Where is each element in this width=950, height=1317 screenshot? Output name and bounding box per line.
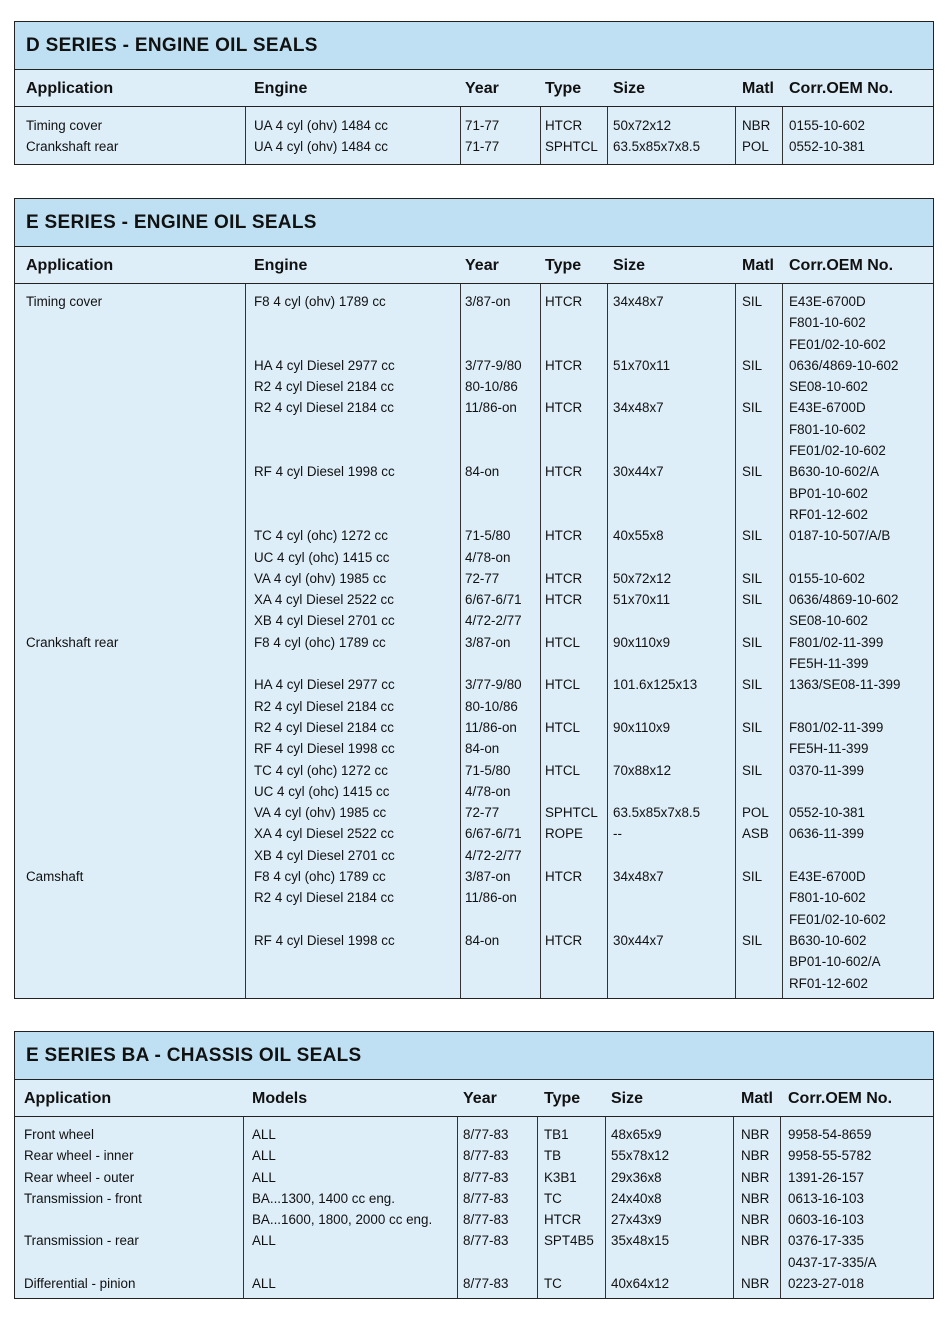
cell-size: 90x110x9 [613,634,671,650]
table-row [15,760,933,781]
cell-year: 4/72-2/77 [465,613,522,629]
cell-year: 3/87-on [465,634,511,650]
cell-year: 8/77-83 [463,1127,509,1142]
cell-year: 4/78-on [465,549,511,565]
cell-matl: SIL [742,869,763,885]
cell-year: 71-77 [465,139,500,155]
cell-engine: HA 4 cyl Diesel 2977 cc [254,677,395,693]
cell-oem: FE01/02-10-602 [789,443,886,459]
cell-engine: UC 4 cyl (ohc) 1415 cc [254,549,390,565]
cell-type: HTCR [545,592,583,608]
cell-type: SPT4B5 [544,1233,594,1249]
table-row [15,312,933,333]
col-size: Size [613,80,646,97]
cell-size: 90x110x9 [613,719,671,735]
table-row [15,823,933,844]
table-row [15,589,933,610]
cell-oem: B630-10-602/A [789,464,880,480]
table-row [15,1230,933,1251]
cell-oem: 0636/4869-10-602 [789,357,899,373]
cell-matl: SIL [742,570,763,586]
cell-year: 8/77-83 [463,1169,509,1185]
cell-engine: XA 4 cyl Diesel 2522 cc [254,826,394,842]
table-row [15,973,933,994]
cell-engine: RF 4 cyl Diesel 1998 cc [254,464,395,480]
table-body [15,1117,933,1298]
cell-oem: E43E-6700D [789,400,866,416]
col-year: Year [463,1090,497,1107]
cell-year: 11/86-on [465,890,517,906]
col-application: Application [24,1090,112,1107]
table-row [15,930,933,951]
table-row [15,115,933,136]
table-row [15,547,933,568]
col-matl: Matl [742,80,774,97]
cell-size: 51x70x11 [613,592,671,608]
cell-engine: BA...1600, 1800, 2000 cc eng. [252,1212,433,1228]
table-row [15,334,933,355]
cell-year: 8/77-83 [463,1233,509,1249]
cell-oem: BP01-10-602/A [789,954,881,970]
cell-year: 4/78-on [465,783,511,799]
cell-engine: VA 4 cyl (ohv) 1985 cc [254,805,387,821]
cell-year: 84-on [465,464,500,480]
cell-oem: E43E-6700D [789,869,866,885]
cell-engine: F8 4 cyl (ohc) 1789 cc [254,634,386,650]
cell-year: 3/87-on [465,294,511,309]
column-header-row [15,247,933,284]
cell-matl: SIL [742,528,763,544]
cell-application: Crankshaft rear [26,139,119,155]
cell-type: K3B1 [544,1169,577,1185]
table-row [15,1209,933,1230]
col-year: Year [465,80,499,97]
cell-matl: SIL [742,294,763,309]
col-type: Type [545,257,582,274]
cell-year: 3/77-9/80 [465,357,522,373]
column-header-row [15,1080,933,1117]
cell-oem: B630-10-602 [789,932,867,948]
table-body [15,107,933,164]
cell-size: 35x48x15 [611,1233,670,1249]
cell-oem: F801-10-602 [789,421,866,437]
cell-year: 3/77-9/80 [465,677,522,693]
cell-oem: 0370-11-399 [789,762,864,778]
cell-application: Transmission - rear [24,1233,139,1249]
table-row [15,504,933,525]
table-row [15,802,933,823]
table-row [15,696,933,717]
cell-year: 8/77-83 [463,1212,509,1228]
section-e-series-ba-chassis [14,1031,934,1299]
cell-type: HTCR [545,528,583,544]
col-application: Application [26,80,114,97]
cell-application: Camshaft [26,869,84,885]
col-size: Size [611,1090,644,1107]
table-row [15,1167,933,1188]
cell-year: 8/77-83 [463,1276,509,1292]
col-year: Year [465,257,499,274]
col-size: Size [613,257,646,274]
cell-oem: 0437-17-335/A [788,1254,877,1270]
cell-oem: 0552-10-381 [789,139,865,155]
cell-type: TC [544,1276,562,1292]
table-row [15,1252,933,1273]
cell-year: 71-77 [465,118,500,133]
cell-year: 11/86-on [465,400,517,416]
table-row [15,568,933,589]
cell-size: 101.6x125x13 [613,677,698,693]
section-d-series-engine [14,21,934,165]
cell-engine: XB 4 cyl Diesel 2701 cc [254,613,395,629]
cell-oem: BP01-10-602 [789,485,868,501]
cell-oem: F801/02-11-399 [789,719,884,735]
cell-type: HTCR [545,294,583,309]
table-row [15,461,933,482]
table-row [15,1188,933,1209]
table-row [15,291,933,312]
section-e-series-engine [14,198,934,999]
cell-type: SPHTCL [545,805,598,821]
cell-application: Timing cover [26,294,103,309]
cell-oem: RF01-12-602 [789,506,868,522]
cell-matl: SIL [742,677,763,693]
cell-matl: SIL [742,719,763,735]
cell-engine: ALL [252,1169,276,1185]
cell-year: 72-77 [465,570,500,586]
cell-size: 24x40x8 [611,1190,662,1206]
cell-type: HTCR [545,357,583,373]
cell-matl: SIL [742,400,763,416]
table-row [15,1124,933,1145]
table-row [15,738,933,759]
cell-engine: ALL [252,1127,276,1142]
cell-oem: RF01-12-602 [789,975,868,991]
section-title: D SERIES - ENGINE OIL SEALS [15,22,933,70]
section-title: E SERIES - ENGINE OIL SEALS [15,199,933,247]
cell-size: 63.5x85x7x8.5 [613,805,701,821]
table-row [15,632,933,653]
table-row [15,1273,933,1294]
table-row [15,610,933,631]
table-row [15,887,933,908]
cell-engine: R2 4 cyl Diesel 2184 cc [254,379,394,395]
cell-engine: TC 4 cyl (ohc) 1272 cc [254,762,388,778]
cell-application: Crankshaft rear [26,634,119,650]
col-type: Type [544,1090,581,1107]
cell-type: HTCR [545,932,583,948]
cell-application: Front wheel [24,1127,94,1142]
cell-engine: UA 4 cyl (ohv) 1484 cc [254,118,388,133]
cell-size: 27x43x9 [611,1212,662,1228]
cell-year: 84-on [465,932,500,948]
cell-engine: R2 4 cyl Diesel 2184 cc [254,400,394,416]
cell-year: 3/87-on [465,869,511,885]
cell-year: 80-10/86 [465,698,518,714]
cell-oem: F801-10-602 [789,890,866,906]
col-engine: Engine [254,80,308,97]
cell-engine: R2 4 cyl Diesel 2184 cc [254,719,394,735]
cell-type: HTCR [544,1212,582,1228]
cell-year: 71-5/80 [465,528,511,544]
cell-size: 30x44x7 [613,464,664,480]
cell-type: HTCL [545,634,580,650]
cell-oem: 9958-54-8659 [788,1127,872,1142]
cell-engine: RF 4 cyl Diesel 1998 cc [254,932,395,948]
cell-engine: HA 4 cyl Diesel 2977 cc [254,357,395,373]
col-engine: Engine [254,257,308,274]
cell-year: 80-10/86 [465,379,518,395]
cell-engine: ALL [252,1148,276,1164]
cell-type: ROPE [545,826,583,842]
cell-matl: NBR [741,1127,770,1142]
cell-year: 8/77-83 [463,1148,509,1164]
cell-oem: E43E-6700D [789,294,866,309]
cell-engine: F8 4 cyl (ohv) 1789 cc [254,294,386,309]
cell-oem: FE5H-11-399 [789,656,869,672]
cell-matl: NBR [741,1169,770,1185]
cell-size: 50x72x12 [613,570,672,586]
col-matl: Matl [742,257,774,274]
cell-oem: 0613-16-103 [788,1190,864,1206]
table-row [15,866,933,887]
cell-oem: 0603-16-103 [788,1212,864,1228]
cell-engine: R2 4 cyl Diesel 2184 cc [254,698,394,714]
cell-matl: SIL [742,592,763,608]
table-row [15,781,933,802]
cell-type: TB [544,1148,562,1164]
table-row [15,951,933,972]
cell-engine: UA 4 cyl (ohv) 1484 cc [254,139,388,155]
cell-engine: UC 4 cyl (ohc) 1415 cc [254,783,390,799]
cell-oem: 0552-10-381 [789,805,865,821]
cell-year: 71-5/80 [465,762,511,778]
cell-type: HTCL [545,677,580,693]
cell-oem: 0155-10-602 [789,570,865,586]
col-matl: Matl [741,1090,773,1107]
section-title: E SERIES BA - CHASSIS OIL SEALS [15,1032,933,1080]
table-row [15,419,933,440]
cell-oem: 0223-27-018 [788,1276,864,1292]
cell-type: TB1 [544,1127,569,1142]
cell-size: 34x48x7 [613,400,664,416]
cell-matl: SIL [742,762,763,778]
col-oem: Corr.OEM No. [788,1090,893,1107]
cell-matl: NBR [741,1190,770,1206]
cell-engine: BA...1300, 1400 cc eng. [252,1190,395,1206]
cell-oem: F801-10-602 [789,315,866,331]
cell-type: HTCR [545,464,583,480]
cell-application: Rear wheel - inner [24,1148,134,1164]
cell-year: 11/86-on [465,719,517,735]
cell-type: HTCR [545,570,583,586]
cell-matl: SIL [742,464,763,480]
cell-type: HTCR [545,400,583,416]
cell-application: Timing cover [26,118,103,133]
cell-matl: POL [742,805,769,821]
cell-oem: 0376-17-335 [788,1233,864,1249]
cell-year: 8/77-83 [463,1190,509,1206]
table-row [15,653,933,674]
table-row [15,440,933,461]
col-type: Type [545,80,582,97]
cell-oem: FE5H-11-399 [789,741,869,757]
column-header-row [15,70,933,107]
cell-size: 51x70x11 [613,357,671,373]
cell-year: 84-on [465,741,500,757]
cell-oem: FE01/02-10-602 [789,336,886,352]
cell-size: 29x36x8 [611,1169,662,1185]
cell-engine: TC 4 cyl (ohc) 1272 cc [254,528,388,544]
cell-size: 40x64x12 [611,1276,670,1292]
table-row [15,376,933,397]
table-row [15,525,933,546]
col-models: Models [252,1090,308,1107]
cell-type: HTCR [545,118,583,133]
cell-type: HTCL [545,719,580,735]
cell-oem: 0636-11-399 [789,826,864,842]
cell-type: HTCL [545,762,580,778]
cell-engine: ALL [252,1276,276,1292]
cell-matl: POL [742,139,769,155]
col-oem: Corr.OEM No. [789,257,894,274]
cell-size: 50x72x12 [613,118,672,133]
cell-size: 48x65x9 [611,1127,662,1142]
cell-engine: ALL [252,1233,276,1249]
cell-year: 72-77 [465,805,500,821]
cell-type: HTCR [545,869,583,885]
cell-size: 34x48x7 [613,869,664,885]
table-row [15,355,933,376]
cell-application: Rear wheel - outer [24,1169,135,1185]
cell-matl: SIL [742,932,763,948]
cell-oem: FE01/02-10-602 [789,911,886,927]
cell-size: -- [613,826,622,842]
cell-size: 40x55x8 [613,528,664,544]
cell-engine: R2 4 cyl Diesel 2184 cc [254,890,394,906]
cell-year: 4/72-2/77 [465,847,522,863]
cell-matl: SIL [742,357,763,373]
cell-oem: SE08-10-602 [789,379,868,395]
cell-size: 55x78x12 [611,1148,670,1164]
col-oem: Corr.OEM No. [789,80,894,97]
cell-size: 34x48x7 [613,294,664,309]
table-row [15,845,933,866]
table-row [15,136,933,157]
cell-matl: SIL [742,634,763,650]
cell-engine: VA 4 cyl (ohv) 1985 cc [254,570,387,586]
cell-size: 30x44x7 [613,932,664,948]
cell-oem: 9958-55-5782 [788,1148,872,1164]
cell-matl: NBR [741,1212,770,1228]
table-row [15,909,933,930]
table-body [15,284,933,998]
cell-oem: F801/02-11-399 [789,634,884,650]
cell-matl: NBR [741,1233,770,1249]
cell-size: 63.5x85x7x8.5 [613,139,701,155]
table-row [15,1145,933,1166]
cell-matl: NBR [741,1276,770,1292]
cell-matl: ASB [742,826,769,842]
table-row [15,674,933,695]
cell-oem: 0636/4869-10-602 [789,592,899,608]
cell-engine: XA 4 cyl Diesel 2522 cc [254,592,394,608]
table-row [15,397,933,418]
cell-size: 70x88x12 [613,762,672,778]
cell-oem: 1391-26-157 [788,1169,864,1185]
cell-engine: XB 4 cyl Diesel 2701 cc [254,847,395,863]
cell-year: 6/67-6/71 [465,826,522,842]
cell-oem: SE08-10-602 [789,613,868,629]
cell-oem: 1363/SE08-11-399 [789,677,901,693]
cell-application: Transmission - front [24,1190,142,1206]
cell-application: Differential - pinion [24,1276,136,1292]
table-row [15,717,933,738]
table-row [15,483,933,504]
cell-type: SPHTCL [545,139,598,155]
cell-matl: NBR [741,1148,770,1164]
cell-oem: 0187-10-507/A/B [789,528,891,544]
cell-type: TC [544,1190,562,1206]
cell-oem: 0155-10-602 [789,118,865,133]
cell-engine: F8 4 cyl (ohc) 1789 cc [254,869,386,885]
col-application: Application [26,257,114,274]
cell-engine: RF 4 cyl Diesel 1998 cc [254,741,395,757]
cell-year: 6/67-6/71 [465,592,522,608]
cell-matl: NBR [742,118,771,133]
